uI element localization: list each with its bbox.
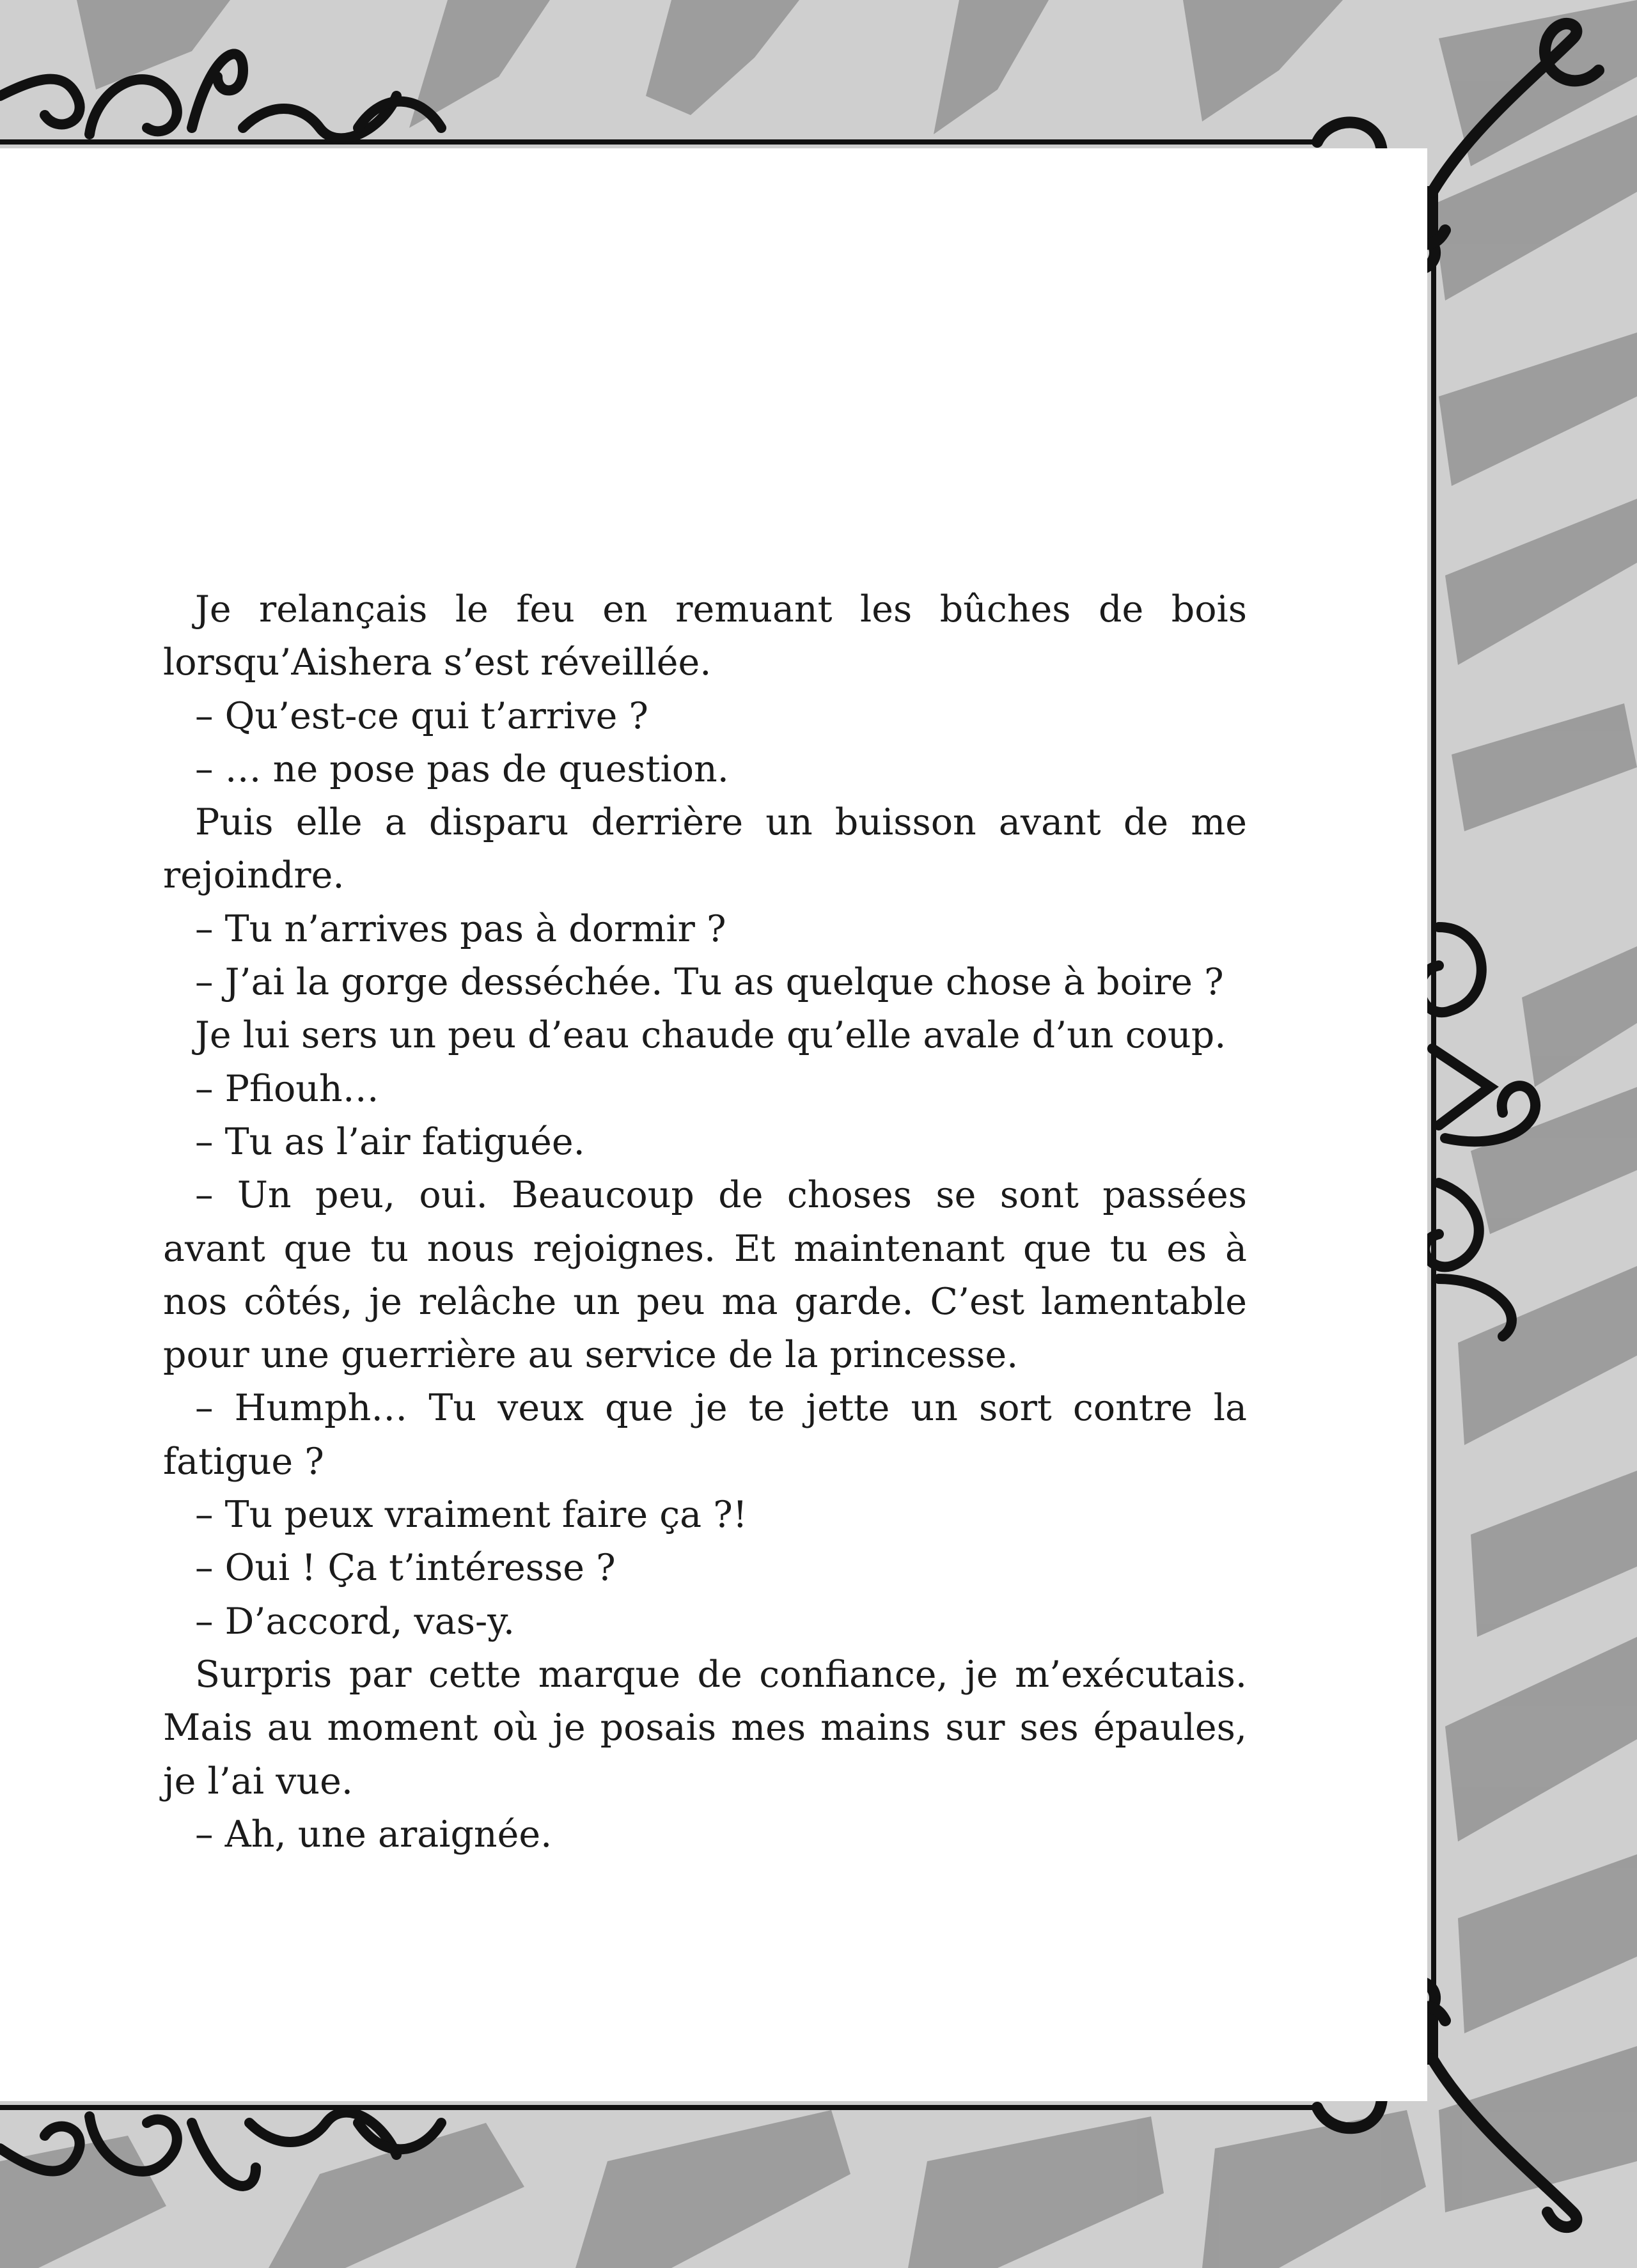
text-panel <box>0 148 1427 2101</box>
paragraph: Surpris par cette marque de confiance, je m’exécutais. Mais au moment où je posais mes mains sur ses épaules, je l’ai vue. <box>163 1653 1247 1803</box>
dialogue-line: – … ne pose pas de question. <box>195 747 729 790</box>
dialogue-line: – Qu’est-ce qui t’arrive ? <box>195 694 648 737</box>
paragraph: Je relançais le feu en remuant les bûches de bois lorsqu’Aishera s’est réveillée. <box>163 588 1247 684</box>
paragraph: Puis elle a disparu derrière un buisson avant de me rejoindre. <box>163 801 1247 897</box>
dialogue-line: – Tu as l’air fatiguée. <box>195 1120 585 1163</box>
paragraph: Je lui sers un peu d’eau chaude qu’elle avale d’un coup. <box>195 1014 1226 1057</box>
dialogue-line: – Tu peux vraiment faire ça ?! <box>195 1494 748 1537</box>
top-left-scroll <box>0 54 441 138</box>
dialogue-line: – J’ai la gorge desséchée. Tu as quelque chose à boire ? <box>195 961 1224 1004</box>
dialogue-line: – D’accord, vas-y. <box>195 1600 515 1643</box>
dialogue-line: – Oui ! Ça t’intéresse ? <box>195 1547 616 1590</box>
dialogue-paragraph: – Humph… Tu veux que je te jette un sort contre la fatigue ? <box>163 1387 1247 1483</box>
dialogue-line: – Tu n’arrives pas à dormir ? <box>195 907 726 950</box>
side-ornament-right <box>1420 927 1535 1336</box>
dialogue-line: – Pfiouh… <box>195 1067 379 1110</box>
dialogue-paragraph: – Un peu, oui. Beaucoup de choses se sont passées avant que tu nous rejoignes. Et maintenant que tu es à nos côtés, je relâche un peu ma garde. C’est lamentable pour une guerrière au service de la princesse. <box>163 1174 1247 1377</box>
dialogue-line: – Ah, une araignée. <box>195 1813 552 1856</box>
story-text <box>163 583 1247 1861</box>
